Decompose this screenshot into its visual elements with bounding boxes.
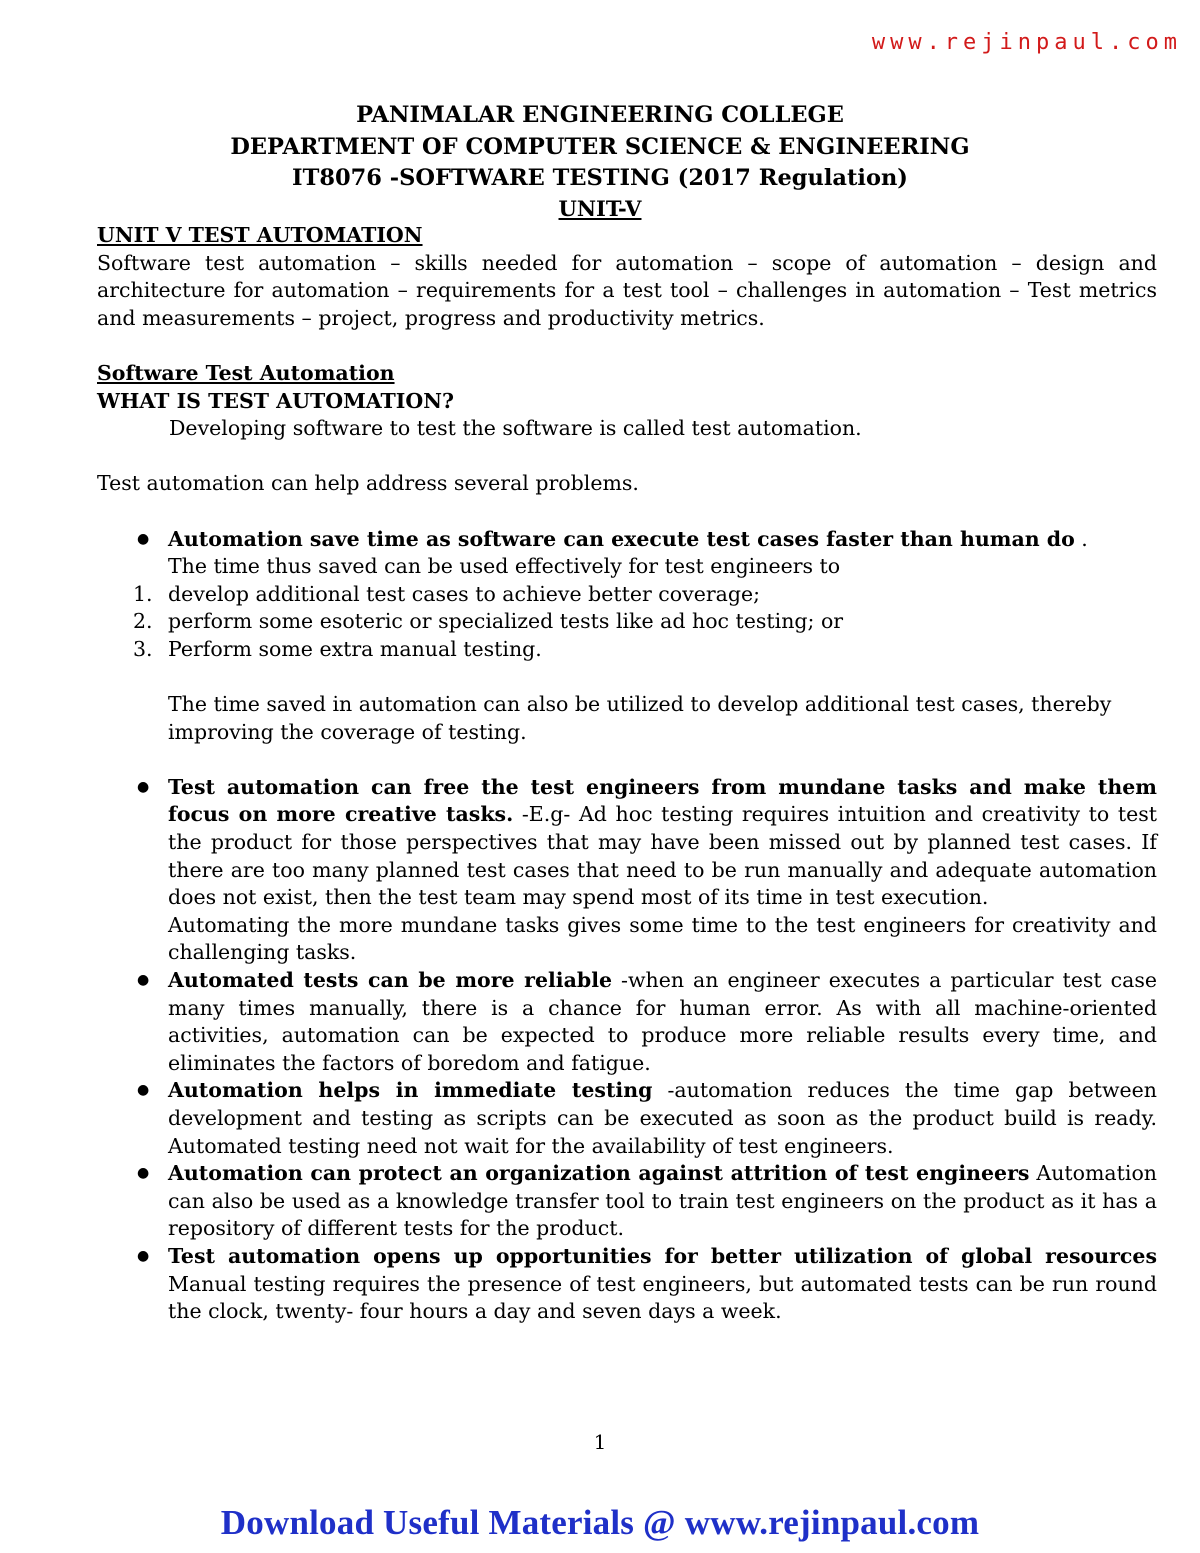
numbered-text: develop additional test cases to achieve better coverage;	[168, 581, 761, 606]
course-title: IT8076 -SOFTWARE TESTING (2017 Regulation)	[292, 165, 908, 191]
list-item	[97, 608, 1157, 636]
point-text: -when an engineer executes a particular test case many times manually, there is a chance for human error. As with all machine-oriented activities, automation can be expected to produce more reliable results every time, and eliminates the factors of boredom and fatigue.	[168, 968, 1157, 1075]
benefit-list-part1	[97, 526, 1157, 664]
syllabus-paragraph: Software test automation – skills needed for automation – scope of automation – design and architecture for automation – requirements for a test tool – challenges in automation – Test metrics and measurements – project, progress and productivity metrics.	[97, 250, 1157, 330]
list-item	[97, 1243, 1157, 1326]
number-marker: 2.	[133, 609, 153, 634]
benefit-list-part2	[97, 774, 1157, 1326]
intro-text: Test automation can help address several problems.	[97, 471, 639, 496]
list-item	[97, 526, 1157, 581]
point-title: Automation helps in immediate testing	[168, 1078, 653, 1103]
section-title: Software Test Automation	[97, 360, 395, 385]
question-heading: WHAT IS TEST AUTOMATION?	[97, 388, 454, 413]
time-saved-note: The time saved in automation can also be utilized to develop additional test cases, thereby improving the coverage of testing.	[168, 692, 1112, 744]
bullet-icon: ●	[137, 530, 150, 547]
department-name: DEPARTMENT OF COMPUTER SCIENCE & ENGINEERING	[230, 133, 970, 160]
numbered-text: Perform some extra manual testing.	[168, 636, 542, 661]
bullet-icon: ●	[137, 1165, 150, 1182]
point-text: .	[1074, 526, 1088, 551]
number-marker: 3.	[133, 636, 153, 661]
numbered-text: perform some esoteric or specialized tests like ad hoc testing; or	[168, 609, 844, 634]
point-title: Automation can protect an organization against attrition of test engineers	[168, 1161, 1030, 1186]
page-number: 1	[593, 1430, 607, 1454]
point-text: Automation can also be used as a knowledge transfer tool to train test engineers on the product as it has a repository of different tests for the product.	[168, 1161, 1157, 1241]
document-body	[97, 222, 1157, 1326]
list-item	[97, 1077, 1157, 1160]
download-footer-link[interactable]: Download Useful Materials @ www.rejinpaul.com	[220, 1503, 980, 1542]
definition-text: Developing software to test the software is called test automation.	[169, 416, 862, 441]
bullet-icon: ●	[137, 972, 150, 989]
point-text: -E.g- Ad hoc testing requires intuition and creativity to test the product for those perspectives that may have been missed out by planned test cases. If there are too many planned test cases that need to be run manually and adequate automation does not exist, then the test team may spend most of its time in test execution.	[168, 802, 1158, 910]
bullet-icon: ●	[137, 778, 150, 795]
list-item	[97, 1160, 1157, 1243]
bullet-icon: ●	[137, 1247, 150, 1264]
number-marker: 1.	[133, 581, 153, 606]
list-item	[97, 636, 1157, 664]
watermark-url[interactable]: www.rejinpaul.com	[871, 30, 1182, 55]
point-continuation: Automating the more mundane tasks gives some time to the test engineers for creativity and challenging tasks.	[168, 912, 1157, 965]
college-name: PANIMALAR ENGINEERING COLLEGE	[356, 102, 844, 128]
document-header	[0, 100, 1200, 222]
list-item	[97, 967, 1157, 1077]
point-title: Automated tests can be more reliable	[168, 968, 613, 993]
list-item	[97, 581, 1157, 609]
point-text: -automation reduces the time gap between development and testing as scripts can be executed as soon as the product build is ready. Automated testing need not wait for the availability of test engineers.	[168, 1078, 1157, 1158]
list-item	[97, 774, 1157, 967]
unit-heading: UNIT V TEST AUTOMATION	[97, 223, 423, 247]
unit-label: UNIT-V	[558, 195, 642, 221]
bullet-icon: ●	[137, 1082, 150, 1099]
point-title: Automation save time as software can execute test cases faster than human do	[168, 526, 1075, 551]
point-continuation: The time thus saved can be used effectively for test engineers to	[168, 554, 841, 579]
point-title: Test automation opens up opportunities for better utilization of global resources	[168, 1243, 1157, 1268]
point-title: Test automation can free the test engineers from mundane tasks and make them focus on more creative tasks.	[168, 774, 1157, 827]
point-text: Manual testing requires the presence of test engineers, but automated tests can be run round the clock, twenty- four hours a day and seven days a week.	[168, 1271, 1157, 1324]
